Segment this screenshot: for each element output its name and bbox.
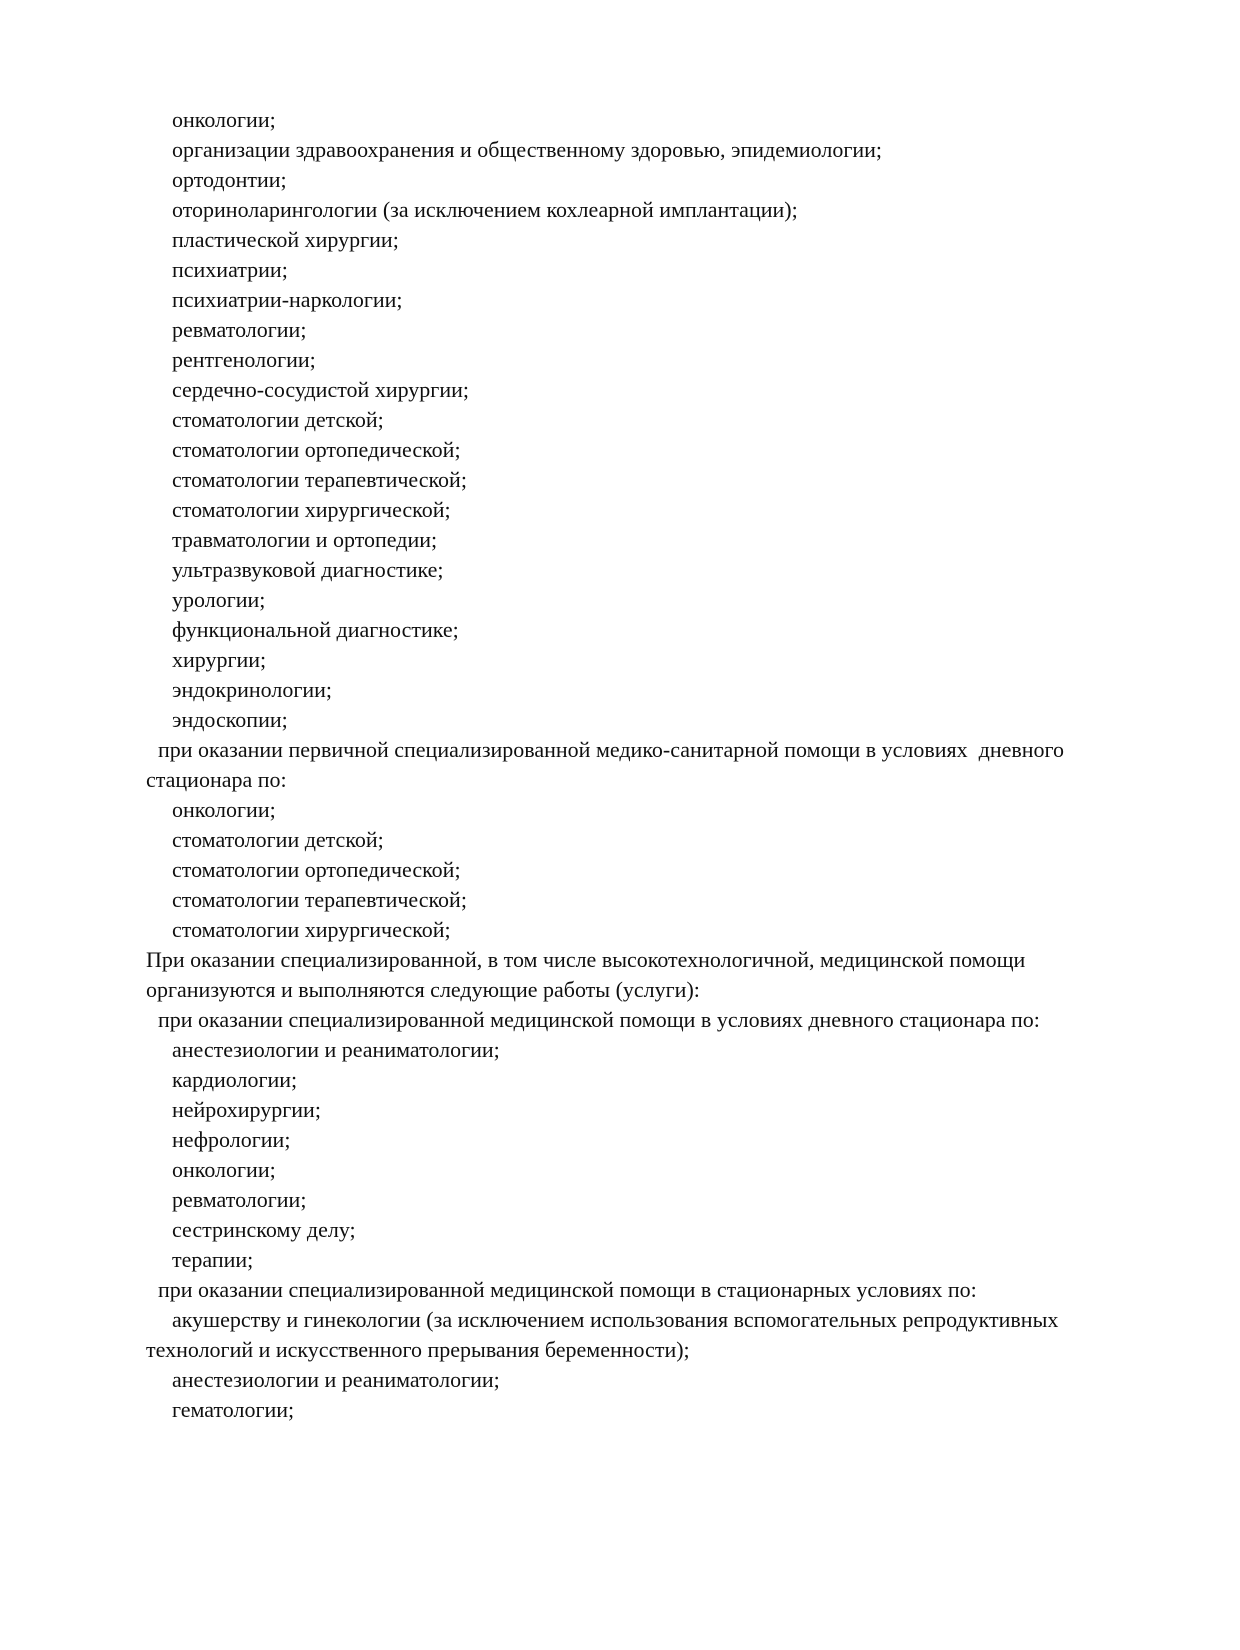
text-line: при оказании первичной специализированной медико-санитарной помощи в условиях дневного [158, 737, 1065, 762]
text-line: стоматологии хирургической; [172, 917, 451, 942]
text-line: ревматологии; [172, 1187, 307, 1212]
text-line: стоматологии хирургической; [172, 497, 451, 522]
text-line: психиатрии-наркологии; [172, 287, 403, 312]
text-line: сестринскому делу; [172, 1217, 356, 1242]
text-line: организации здравоохранения и общественному здоровью, эпидемиологии; [172, 137, 883, 162]
text-line: организуются и выполняются следующие работы (услуги): [146, 977, 700, 1002]
text-line: оториноларингологии (за исключением кохлеарной имплантации); [172, 197, 798, 222]
text-line: стоматологии детской; [172, 827, 384, 852]
text-line: ортодонтии; [172, 167, 287, 192]
text-line: стоматологии ортопедической; [172, 857, 461, 882]
text-line: при оказании специализированной медицинской помощи в условиях дневного стационара по: [158, 1007, 1040, 1032]
text-line: стоматологии ортопедической; [172, 437, 461, 462]
text-line: технологий и искусственного прерывания беременности); [146, 1337, 690, 1362]
text-line: онкологии; [172, 107, 276, 132]
text-line: стоматологии терапевтической; [172, 467, 467, 492]
text-line: травматологии и ортопедии; [172, 527, 438, 552]
text-line: при оказании специализированной медицинской помощи в стационарных условиях по: [158, 1277, 977, 1302]
text-line: урологии; [172, 587, 266, 612]
text-line: функциональной диагностике; [172, 617, 459, 642]
text-line: рентгенологии; [172, 347, 316, 372]
text-line: ревматологии; [172, 317, 307, 342]
text-line: стационара по: [146, 767, 287, 792]
text-line: акушерству и гинекологии (за исключением использования вспомогательных репродуктивных [172, 1307, 1059, 1332]
text-line: эндокринологии; [172, 677, 333, 702]
text-line: гематологии; [172, 1397, 295, 1422]
text-line: пластической хирургии; [172, 227, 399, 252]
text-line: нейрохирургии; [172, 1097, 321, 1122]
text-line: эндоскопии; [172, 707, 288, 732]
text-line: онкологии; [172, 1157, 276, 1182]
text-line: терапии; [172, 1247, 254, 1272]
text-line: онкологии; [172, 797, 276, 822]
text-line: стоматологии терапевтической; [172, 887, 467, 912]
text-line: нефрологии; [172, 1127, 291, 1152]
text-line: кардиологии; [172, 1067, 298, 1092]
text-line: При оказании специализированной, в том числе высокотехнологичной, медицинской помощи [146, 947, 1026, 972]
text-line: сердечно-сосудистой хирургии; [172, 377, 469, 402]
text-line: психиатрии; [172, 257, 288, 282]
text-line: анестезиологии и реаниматологии; [172, 1037, 500, 1062]
text-line: анестезиологии и реаниматологии; [172, 1367, 500, 1392]
text-line: стоматологии детской; [172, 407, 384, 432]
text-line: хирургии; [172, 647, 267, 672]
medical-license-services-text [0, 105, 1240, 1425]
text-line: ультразвуковой диагностике; [172, 557, 444, 582]
